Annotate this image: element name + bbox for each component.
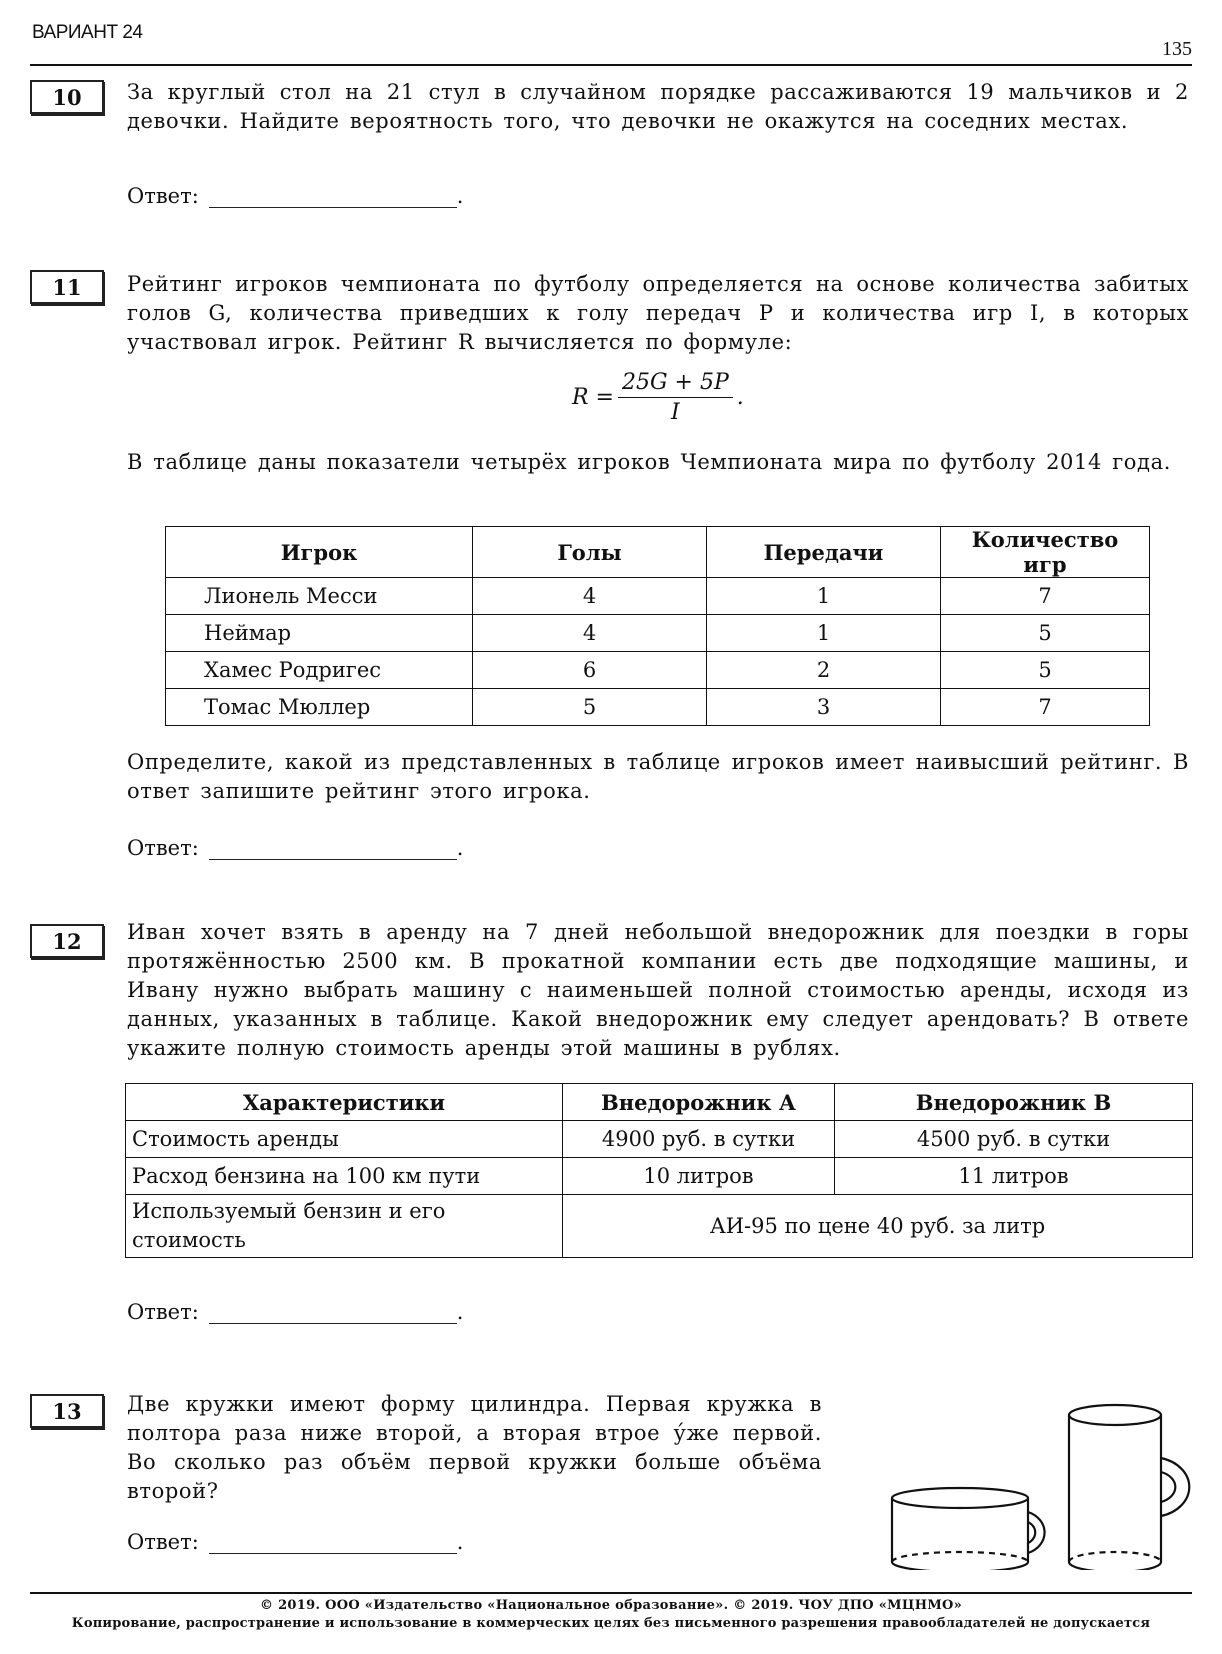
copyright-notice: Копирование, распространение и использование в коммерческих целях без письменного разрешения правообладателей не допускается xyxy=(71,1616,1151,1631)
answer-label: Ответ: xyxy=(127,184,199,208)
cell-player: Хамес Родригес xyxy=(166,652,473,689)
answer-field[interactable] xyxy=(209,1531,457,1554)
task-13-text: Две кружки имеют форму цилиндра. Первая кружка в полтора раза ниже второй, а вторая втрое у́же первой. Во сколько раз объём первой кружки больше объёма второй? xyxy=(127,1392,822,1503)
cell-goals: 6 xyxy=(473,652,707,689)
cell-characteristic: Расход бензина на 100 км пути xyxy=(126,1158,563,1195)
task-number-12: 12 xyxy=(30,924,104,958)
header-divider xyxy=(30,64,1192,66)
rating-formula xyxy=(572,370,744,425)
answer-label: Ответ: xyxy=(127,836,199,860)
formula-lhs: R = xyxy=(572,385,614,410)
cell-games: 5 xyxy=(941,615,1150,652)
formula-numerator: 25G + 5P xyxy=(618,370,733,398)
task-12-answer: Ответ: . xyxy=(127,1300,464,1324)
answer-field[interactable] xyxy=(209,1301,457,1324)
task-number-13: 13 xyxy=(30,1394,104,1428)
wide-mug-icon xyxy=(892,1488,1045,1570)
cell-suv-a: 4900 руб. в сутки xyxy=(563,1121,835,1158)
task-10-answer: Ответ: . xyxy=(127,184,464,208)
task-10-text: За круглый стол на 21 стул в случайном порядке рассаживаются 19 мальчиков и 2 девочки. Найдите вероятность того, что девочки не окажутся на соседних местах. xyxy=(127,80,1189,133)
copyright-line: © 2019. ООО «Издательство «Национальное образование». © 2019. ЧОУ ДПО «МЦНМО» xyxy=(259,1598,963,1613)
cell-games: 7 xyxy=(941,578,1150,615)
task-11-answer: Ответ: . xyxy=(127,836,464,860)
answer-label: Ответ: xyxy=(127,1530,199,1554)
table-row xyxy=(126,1195,1193,1258)
cell-fuel-price: АИ-95 по цене 40 руб. за литр xyxy=(563,1195,1193,1258)
cell-passes: 1 xyxy=(707,578,941,615)
task-11-table-intro: В таблице даны показатели четырёх игроков Чемпионата мира по футболу 2014 года. xyxy=(127,450,1171,474)
table-row xyxy=(166,652,1150,689)
cell-suv-a: 10 литров xyxy=(563,1158,835,1195)
table-row xyxy=(166,578,1150,615)
answer-field[interactable] xyxy=(209,185,457,208)
cell-goals: 4 xyxy=(473,578,707,615)
col-header-player: Игрок xyxy=(166,527,473,578)
page-number: 135 xyxy=(1162,38,1192,60)
col-header-goals: Голы xyxy=(473,527,707,578)
cell-characteristic: Используемый бензин и его стоимость xyxy=(126,1195,563,1258)
cell-goals: 5 xyxy=(473,689,707,726)
cell-player: Неймар xyxy=(166,615,473,652)
cell-player: Лионель Месси xyxy=(166,578,473,615)
players-table xyxy=(165,526,1150,726)
table-row xyxy=(166,615,1150,652)
cell-goals: 4 xyxy=(473,615,707,652)
task-11-question: Определите, какой из представленных в таблице игроков имеет наивысший рейтинг. В ответ запишите рейтинг этого игрока. xyxy=(127,750,1189,803)
col-header-passes: Передачи xyxy=(707,527,941,578)
table-row xyxy=(126,1158,1193,1195)
cell-games: 5 xyxy=(941,652,1150,689)
formula-denominator: I xyxy=(671,400,680,425)
task-11-text: Рейтинг игроков чемпионата по футболу определяется на основе количества забитых голов G, количества приведших к голу передач P и количества игр I, в которых участвовал игрок. Рейтинг R вычисляется по формуле: xyxy=(127,272,1189,354)
cell-passes: 1 xyxy=(707,615,941,652)
table-header-row xyxy=(166,527,1150,578)
tall-mug-icon xyxy=(1069,1405,1189,1570)
cell-suv-b: 11 литров xyxy=(835,1158,1193,1195)
cell-games: 7 xyxy=(941,689,1150,726)
col-header-suv-a: Внедорожник А xyxy=(563,1084,835,1121)
footer-divider xyxy=(30,1592,1192,1594)
formula-fraction xyxy=(618,370,733,425)
task-12-text: Иван хочет взять в аренду на 7 дней небольшой внедорожник для поездки в горы протяжённостью 2500 км. В прокатной компании есть две подходящие машины, и Ивану нужно выбрать машину с наименьшей полной стоимостью аренды, исходя из данных, указанных в таблице. Какой внедорожник ему следует арендовать? В ответе укажите полную стоимость аренды этой машины в рублях. xyxy=(127,920,1189,1060)
answer-label: Ответ: xyxy=(127,1300,199,1324)
formula-end: . xyxy=(736,385,744,410)
answer-field[interactable] xyxy=(209,837,457,860)
table-row xyxy=(126,1121,1193,1158)
cylinder-mugs-illustration xyxy=(870,1390,1210,1570)
cell-player: Томас Мюллер xyxy=(166,689,473,726)
table-row xyxy=(166,689,1150,726)
cell-passes: 3 xyxy=(707,689,941,726)
table-header-row xyxy=(126,1084,1193,1121)
task-number-10: 10 xyxy=(30,80,104,114)
cell-passes: 2 xyxy=(707,652,941,689)
cell-suv-b: 4500 руб. в сутки xyxy=(835,1121,1193,1158)
task-13-answer: Ответ: . xyxy=(127,1530,464,1554)
col-header-games: Количество игр xyxy=(941,527,1150,578)
col-header-suv-b: Внедорожник В xyxy=(835,1084,1193,1121)
cell-characteristic: Стоимость аренды xyxy=(126,1121,563,1158)
variant-title: ВАРИАНТ 24 xyxy=(32,22,143,43)
suv-table xyxy=(125,1083,1193,1258)
task-number-11: 11 xyxy=(30,270,104,304)
col-header-characteristics: Характеристики xyxy=(126,1084,563,1121)
